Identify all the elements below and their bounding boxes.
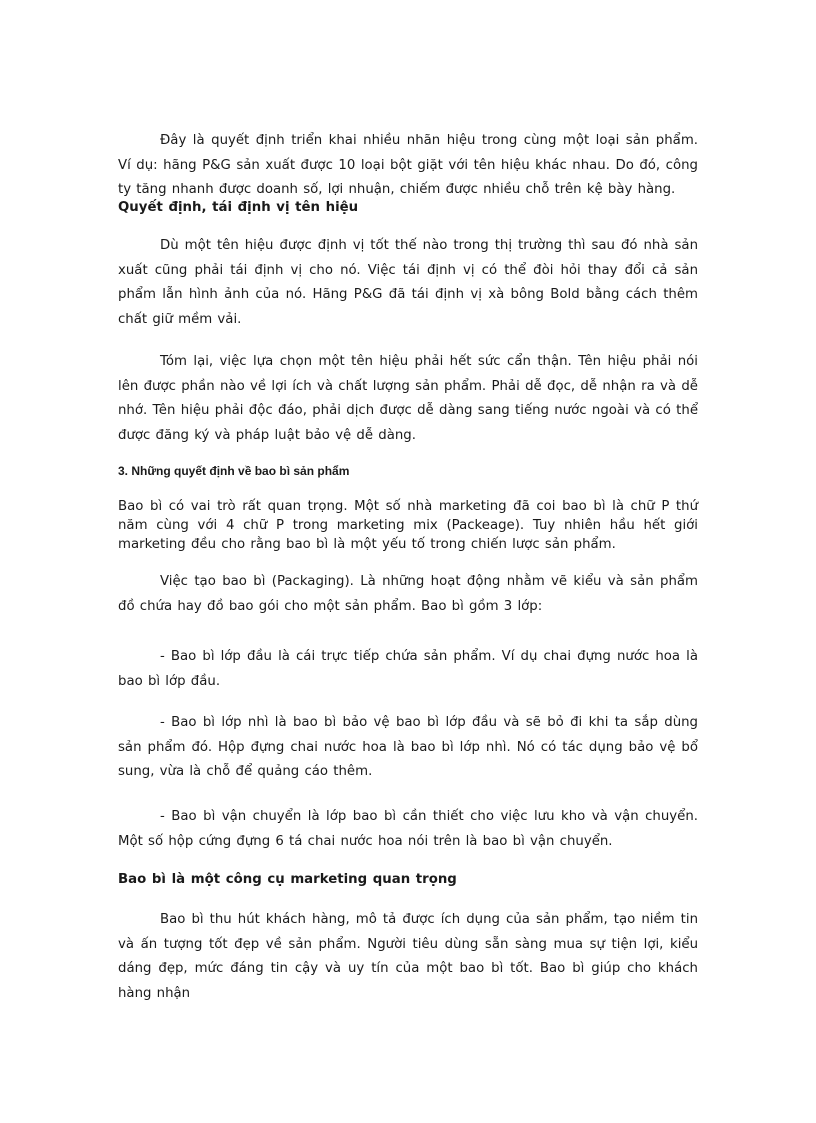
paragraph-multi-brand: Đây là quyết định triển khai nhiều nhãn hiệu trong cùng một loại sản phẩm. Ví dụ: hãng P&G sản xuất được 10 loại bột giặt với tên hiệu khác nhau. Do đó, công ty tăng nhanh được doanh số, lợi nhuận, chiếm được nhiều chỗ trên kệ bày hàng. (118, 133, 698, 197)
list-item-secondary-package: - Bao bì lớp nhì là bao bì bảo vệ bao bì lớp đầu và sẽ bỏ đi khi ta sắp dùng sản phẩm đó. Hộp đựng chai nước hoa là bao bì lớp nhì. Nó có tác dụng bảo vệ bổ sung, vừa là chỗ để quảng cáo thêm. (118, 715, 698, 779)
paragraph-packaging-role: Bao bì có vai trò rất quan trọng. Một số nhà marketing đã coi bao bì là chữ P thứ năm cùng với 4 chữ P trong marketing mix (Packeage). Tuy nhiên hầu hết giới marketing đều cho rằng bao bì là một yếu tố trong chiến lược sản phẩm. (118, 499, 698, 552)
paragraph-packaging-attracts: Bao bì thu hút khách hàng, mô tả được ích dụng của sản phẩm, tạo niềm tin và ấn tượng tốt đẹp về sản phẩm. Người tiêu dùng sẵn sàng mua sự tiện lợi, kiểu dáng đẹp, mức đáng tin cậy và uy tín của một bao bì tốt. Bao bì giúp cho khách hàng nhận (118, 912, 698, 1001)
paragraph-repositioning: Dù một tên hiệu được định vị tốt thế nào trong thị trường thì sau đó nhà sản xuất cũng phải tái định vị cho nó. Việc tái định vị có thể đòi hỏi thay đổi cả sản phẩm lẫn hình ảnh của nó. Hãng P&G đã tái định vị xà bông Bold bằng cách thêm chất giữ mềm vải. (118, 238, 698, 327)
heading-packaging-marketing-tool: Bao bì là một công cụ marketing quan trọng (118, 872, 457, 887)
heading-packaging-decisions: 3. Những quyết định về bao bì sản phẩm (118, 464, 350, 478)
heading-brand-repositioning: Quyết định, tái định vị tên hiệu (118, 200, 359, 215)
list-item-shipping-package: - Bao bì vận chuyển là lớp bao bì cần thiết cho việc lưu kho và vận chuyển. Một số hộp cứng đựng 6 tá chai nước hoa nói trên là bao bì vận chuyển. (118, 809, 698, 849)
paragraph-packaging-definition: Việc tạo bao bì (Packaging). Là những hoạt động nhằm vẽ kiểu và sản phẩm đồ chứa hay đồ bao gói cho một sản phẩm. Bao bì gồm 3 lớp: (118, 574, 698, 614)
paragraph-brand-summary: Tóm lại, việc lựa chọn một tên hiệu phải hết sức cẩn thận. Tên hiệu phải nói lên được phần nào về lợi ích và chất lượng sản phẩm. Phải dễ đọc, dễ nhận ra và dễ nhớ. Tên hiệu phải độc đáo, phải dịch được dễ dàng sang tiếng nước ngoài và có thể được đăng ký và pháp luật bảo vệ dễ dàng. (118, 354, 698, 443)
list-item-primary-package: - Bao bì lớp đầu là cái trực tiếp chứa sản phẩm. Ví dụ chai đựng nước hoa là bao bì lớp đầu. (118, 649, 698, 689)
